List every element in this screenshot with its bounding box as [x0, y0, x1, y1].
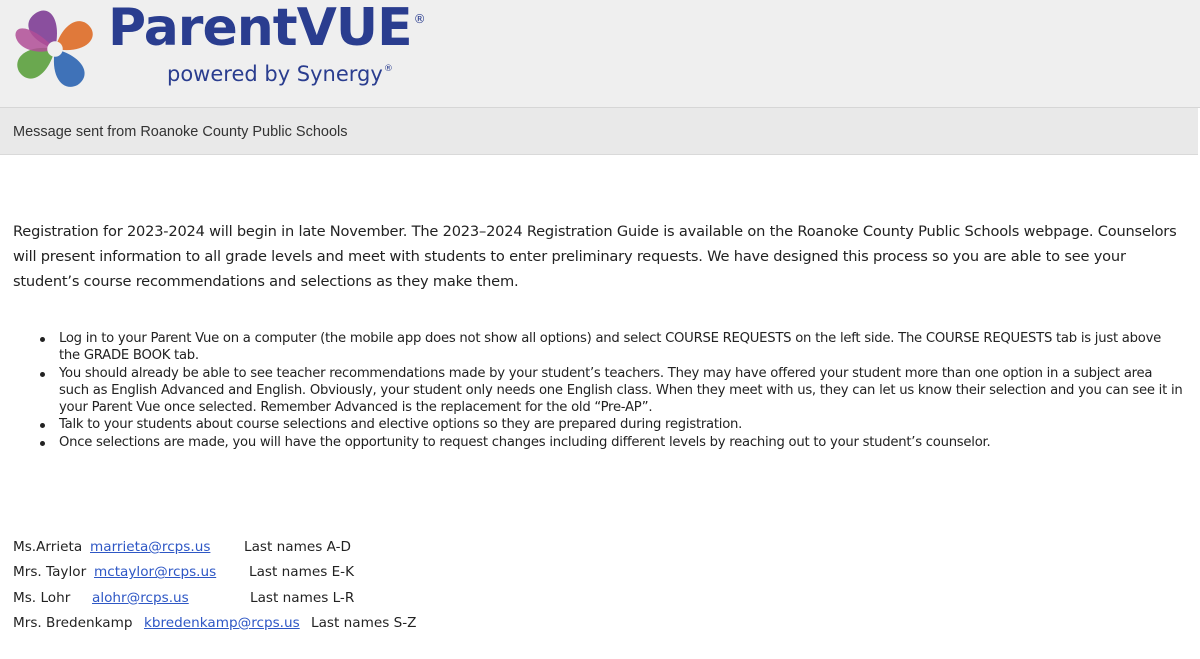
contact-email-link[interactable]: marrieta@rcps.us	[90, 539, 211, 555]
contact-name: Mrs. Taylor	[13, 564, 87, 581]
message-intro: Registration for 2023-2024 will begin in late November. The 2023–2024 Registration Guide is available on the Roanoke County Public Schools webpage. Counselors will present information to all grade levels and meet with students to enter preliminary requests. We have designed this process so you are able to see your student’s course recommendations and selections as they make them.	[13, 223, 1177, 290]
contact-range: Last names E-K	[249, 564, 354, 581]
app-header	[0, 0, 1200, 108]
contact-name: Mrs. Bredenkamp	[13, 614, 133, 631]
logo-subtitle-registered-mark: ®	[383, 64, 393, 74]
contact-range: Last names L-R	[250, 589, 355, 606]
bullet-item: Log in to your Parent Vue on a computer (the mobile app does not show all options) and select COURSE REQUESTS on the left side. The COURSE REQUESTS tab is just above the GRADE BOOK tab.	[59, 330, 1183, 365]
logo-subtitle	[167, 62, 393, 86]
contact-email-link[interactable]: kbredenkamp@rcps.us	[144, 614, 300, 631]
logo-registered-mark: ®	[413, 12, 425, 26]
message-bullet-list	[13, 330, 1183, 451]
logo-subtitle-text: powered by Synergy	[167, 62, 383, 86]
bullet-item: You should already be able to see teacher recommendations made by your student’s teachers. They may have offered your student more than one option in a subject area such as English Advanced and English. Obviously, your student only needs one English class. When they meet with us, they can let us know their selection and you can see it in your Parent Vue once selected. Remember Advanced is the replacement for the old “Pre-AP”.	[59, 365, 1183, 416]
contact-range: Last names A-D	[244, 539, 351, 555]
synergy-flower-logo-icon	[12, 6, 98, 92]
contact-email-link[interactable]: alohr@rcps.us	[92, 589, 189, 606]
sender-bar	[0, 108, 1198, 155]
contact-range: Last names S-Z	[311, 614, 417, 631]
sender-text: Message sent from Roanoke County Public Schools	[13, 124, 348, 140]
logo-title: ParentVUE	[108, 0, 412, 58]
bullet-item: Talk to your students about course selections and elective options so they are prepared during registration.	[59, 416, 1183, 433]
contact-email-link[interactable]: mctaylor@rcps.us	[94, 564, 217, 581]
contact-name: Ms.Arrieta	[13, 539, 83, 555]
contact-name: Ms. Lohr	[13, 589, 71, 606]
bullet-item: Once selections are made, you will have the opportunity to request changes including different levels by reaching out to your student’s counselor.	[59, 434, 1183, 451]
parentvue-logo-text	[108, 0, 425, 58]
